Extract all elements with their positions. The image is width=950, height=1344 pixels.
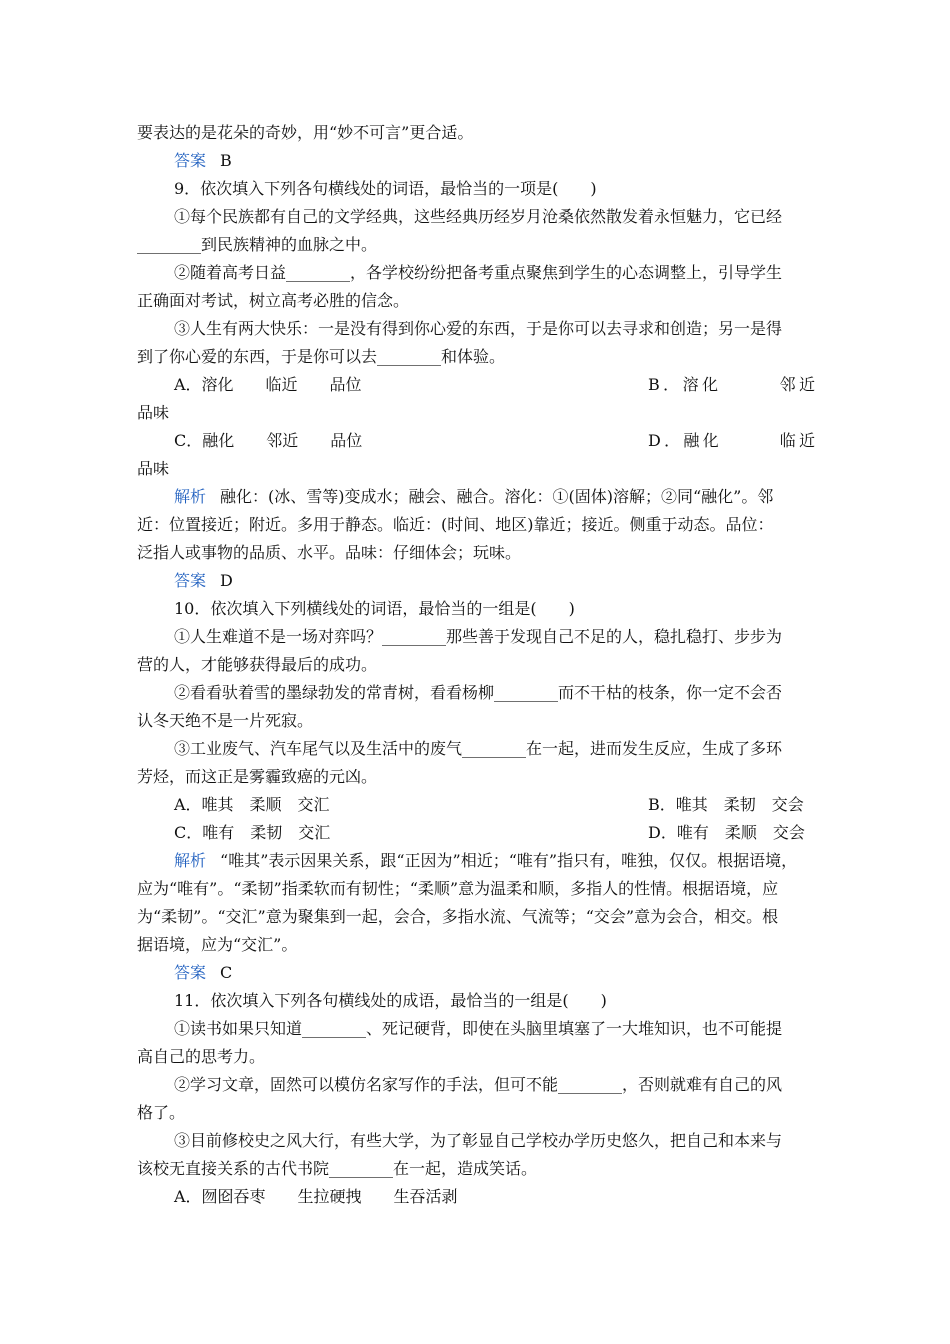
- q9-option-b-cont: 品味: [137, 403, 170, 422]
- q9-option-a: A．溶化 临近 品位: [174, 375, 362, 394]
- q10-stem: 10．依次填入下列横线处的词语，最恰当的一组是( ): [174, 599, 575, 618]
- answer-value: C: [220, 963, 233, 982]
- q9-sentence-1: ①每个民族都有自己的文学经典，这些经典历经岁月沧桑依然散发着永恒魅力，它已经: [174, 207, 783, 226]
- q10-option-b: B．唯其 柔韧 交会: [648, 795, 804, 814]
- q10-option-d: D．唯有 柔顺 交会: [648, 823, 805, 842]
- q10-analysis-line-3: 为“柔韧”。“交汇”意为聚集到一起，会合，多指水流、气流等；“交会”意为会合，相交。根: [137, 907, 779, 926]
- q9-option-d: D．融化 临近: [648, 431, 815, 450]
- q10-sentence-2: ②看看驮着雪的墨绿勃发的常青树，看看杨柳________而不干枯的枝条，你一定不会否: [174, 683, 783, 702]
- q11-sentence-3: ③目前修校史之风大行，有些大学，为了彰显自己学校办学历史悠久，把自己和本来与: [174, 1131, 783, 1150]
- q10-analysis-line-1: “唯其”表示因果关系，跟“正因为”相近；“唯有”指只有，唯独，仅仅。根据语境，: [220, 851, 798, 870]
- q10-option-c: C．唯有 柔韧 交汇: [174, 823, 331, 842]
- answer-8: [174, 151, 232, 171]
- answer-label: 答案: [174, 151, 207, 170]
- analysis-label: 解析: [174, 851, 207, 870]
- q11-sentence-1-cont: 高自己的思考力。: [137, 1047, 266, 1066]
- q11-sentence-2: ②学习文章，固然可以模仿名家写作的手法，但可不能________，否则就难有自己的风: [174, 1075, 783, 1094]
- intro-line: 要表达的是花朵的奇妙，用“妙不可言”更合适。: [137, 123, 474, 142]
- q10-analysis: [174, 851, 797, 871]
- q11-option-a: A．囫囵吞枣 生拉硬拽 生吞活剥: [174, 1187, 458, 1206]
- q11-sentence-1: ①读书如果只知道________、死记硬背，即使在头脑里填塞了一大堆知识，也不可能提: [174, 1019, 783, 1038]
- q10-option-a: A．唯其 柔顺 交汇: [174, 795, 330, 814]
- q9-option-c: C．融化 邻近 品位: [174, 431, 363, 450]
- q10-sentence-1-cont: 营的人，才能够获得最后的成功。: [137, 655, 378, 674]
- q11-sentence-3-cont: 该校无直接关系的古代书院________在一起，造成笑话。: [137, 1159, 538, 1178]
- q9-analysis-line-3: 泛指人或事物的品质、水平。品味：仔细体会；玩味。: [137, 543, 522, 562]
- answer-label: 答案: [174, 571, 207, 590]
- q9-option-d-cont: 品味: [137, 459, 170, 478]
- q9-analysis: [174, 487, 773, 507]
- q10-sentence-1: ①人生难道不是一场对弈吗？________那些善于发现自己不足的人，稳扎稳打、步步为: [174, 627, 783, 646]
- q9-analysis-line-2: 近：位置接近；附近。多用于静态。临近：(时间、地区)靠近；接近。侧重于动态。品位：: [137, 515, 774, 534]
- q9-sentence-2: ②随着高考日益________，各学校纷纷把备考重点聚焦到学生的心态调整上，引导学生: [174, 263, 783, 282]
- q10-analysis-line-4: 据语境，应为“交汇”。: [137, 935, 298, 954]
- q10-sentence-2-cont: 认冬天绝不是一片死寂。: [137, 711, 314, 730]
- answer-value: D: [220, 571, 233, 590]
- q9-sentence-1-cont: ________到民族精神的血脉之中。: [137, 235, 378, 254]
- q9-analysis-line-1: 融化：(冰、雪等)变成水；融会、融合。溶化：①(固体)溶解；②同“融化”。邻: [220, 487, 774, 506]
- q9-sentence-3: ③人生有两大快乐：一是没有得到你心爱的东西，于是你可以去寻求和创造；另一是得: [174, 319, 783, 338]
- q9-stem: 9．依次填入下列各句横线处的词语，最恰当的一项是( ): [174, 179, 597, 198]
- q9-answer: [174, 571, 233, 591]
- q9-sentence-3-cont: 到了你心爱的东西，于是你可以去________和体验。: [137, 347, 506, 366]
- q9-sentence-2-cont: 正确面对考试，树立高考必胜的信念。: [137, 291, 410, 310]
- q9-option-b: B．溶化 邻近: [648, 375, 815, 394]
- answer-label: 答案: [174, 963, 207, 982]
- answer-value: B: [220, 151, 232, 170]
- q10-sentence-3-cont: 芳烃，而这正是雾霾致癌的元凶。: [137, 767, 378, 786]
- q10-sentence-3: ③工业废气、汽车尾气以及生活中的废气________在一起，进而发生反应，生成了多环: [174, 739, 783, 758]
- analysis-label: 解析: [174, 487, 207, 506]
- q10-analysis-line-2: 应为“唯有”。“柔韧”指柔软而有韧性；“柔顺”意为温柔和顺，多指人的性情。根据语境，应: [137, 879, 779, 898]
- q11-sentence-2-cont: 格了。: [137, 1103, 186, 1122]
- q10-answer: [174, 963, 232, 983]
- q11-stem: 11．依次填入下列各句横线处的成语，最恰当的一组是( ): [174, 991, 607, 1010]
